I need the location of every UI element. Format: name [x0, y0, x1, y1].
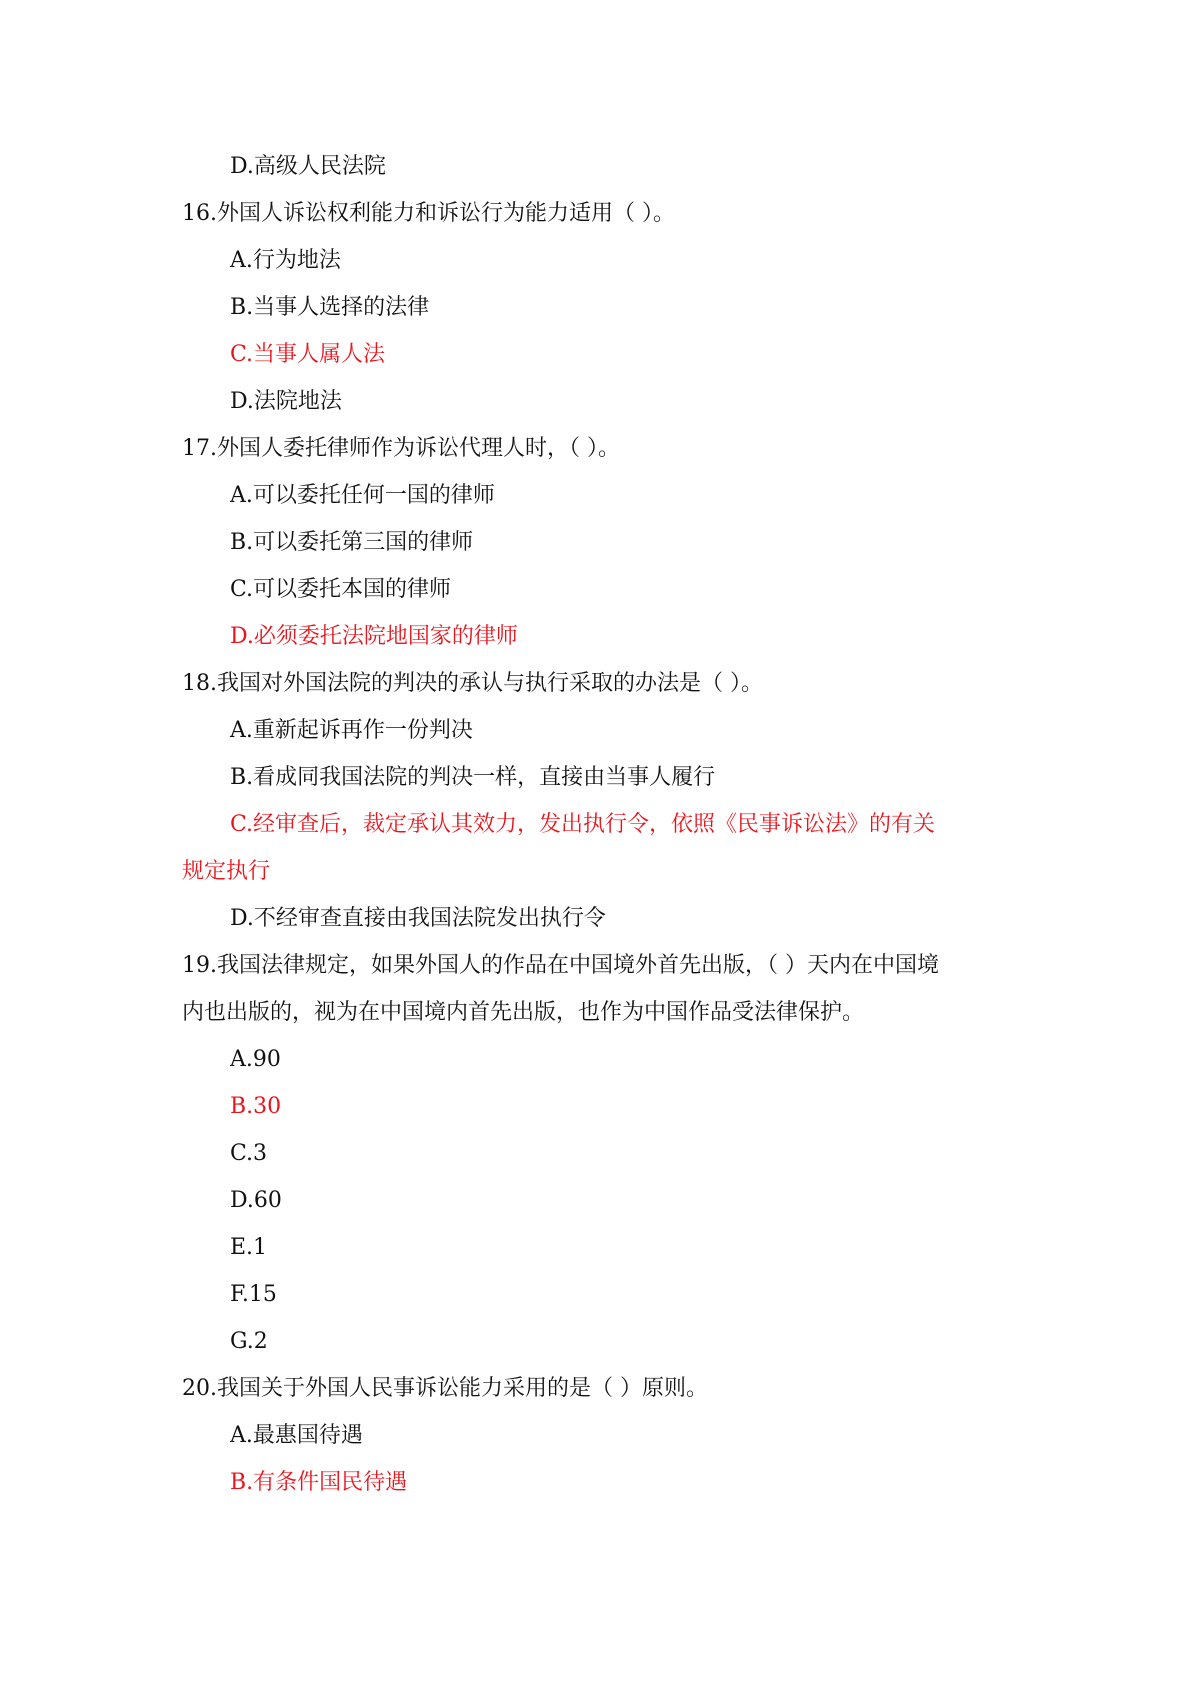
question-16: 16.外国人诉讼权利能力和诉讼行为能力适用（ ）。: [182, 201, 675, 226]
option-18-d: D.不经审查直接由我国法院发出执行令: [230, 906, 606, 931]
option-20-b-answer: B.有条件国民待遇: [230, 1470, 408, 1495]
option-17-b: B.可以委托第三国的律师: [230, 530, 474, 555]
option-16-b: B.当事人选择的法律: [230, 295, 430, 320]
option-19-g: G.2: [230, 1329, 268, 1354]
question-19: 19.我国法律规定，如果外国人的作品在中国境外首先出版，（ ）天内在中国境: [182, 953, 939, 978]
question-17: 17.外国人委托律师作为诉讼代理人时，（ ）。: [182, 436, 620, 461]
option-19-e: E.1: [230, 1235, 268, 1260]
option-16-c-answer: C.当事人属人法: [230, 342, 386, 367]
option-18-a: A.重新起诉再作一份判决: [230, 718, 473, 743]
option-19-a: A.90: [230, 1047, 281, 1072]
question-18: 18.我国对外国法院的判决的承认与执行采取的办法是（ ）。: [182, 671, 763, 696]
option-20-a: A.最惠国待遇: [230, 1423, 363, 1448]
option-15-d: D.高级人民法院: [230, 154, 386, 179]
option-17-a: A.可以委托任何一国的律师: [230, 483, 495, 508]
option-18-c-answer: C.经审查后，裁定承认其效力，发出执行令，依照《民事诉讼法》的有关: [230, 812, 936, 837]
option-19-f: F.15: [230, 1282, 277, 1307]
option-18-b: B.看成同我国法院的判决一样，直接由当事人履行: [230, 765, 716, 790]
question-20: 20.我国关于外国人民事诉讼能力采用的是（ ）原则。: [182, 1376, 708, 1401]
option-17-d-answer: D.必须委托法院地国家的律师: [230, 624, 518, 649]
option-16-a: A.行为地法: [230, 248, 341, 273]
option-17-c: C.可以委托本国的律师: [230, 577, 452, 602]
option-19-d: D.60: [230, 1188, 282, 1213]
option-16-d: D.法院地法: [230, 389, 342, 414]
option-19-b-answer: B.30: [230, 1094, 282, 1119]
option-18-c-answer-continued: 规定执行: [182, 859, 271, 884]
question-19-continued: 内也出版的，视为在中国境内首先出版，也作为中国作品受法律保护。: [182, 1000, 865, 1025]
option-19-c: C.3: [230, 1141, 268, 1166]
